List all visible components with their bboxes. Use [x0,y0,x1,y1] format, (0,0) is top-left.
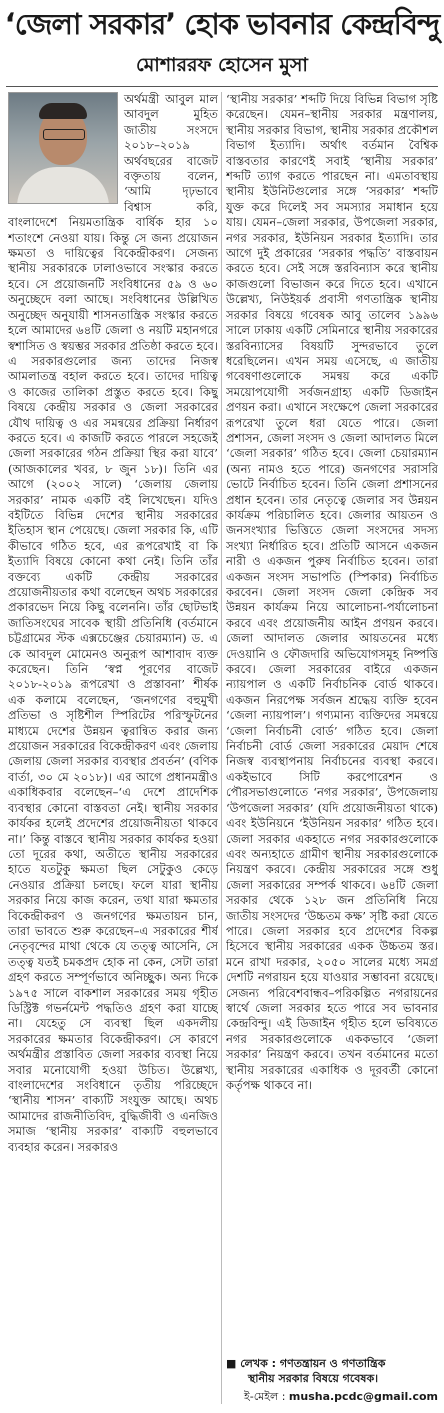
article-column-right [226,92,438,1404]
header-rule [6,86,438,87]
author-note [226,1356,438,1386]
email-line [226,1390,438,1404]
author-photo [8,92,118,204]
article-body-part2: ‘স্থানীয় সরকার’ শব্দটি দিয়ে বিভিন্ন বিভাগ সৃষ্টি করেছেন। যেমন–স্থানীয় সরকার মন্ত্রণালয়, স্থানীয় সরকার বিভাগ, স্থানীয় সরকার প্রকৌশল বিভাগ ইত্যাদি। অর্থাৎ বর্তমান বৈশ্বিক বাস্তবতার কারণেই সবাই ‘স্থানীয় সরকার’ শব্দটি ত্যাগ করতে পারছেন না। এমতাবস্থায় স্থানীয় ইউনিটগুলোর সঙ্গে ‘সরকার’ শব্দটি যুক্ত করে দিলেই সব সমস্যার সমাধান হয়ে যায়। যেমন–জেলা সরকার, উপজেলা সরকার, নগর সরকার, ইউনিয়ন সরকার ইত্যাদি। তার আগে দুই প্রকারের ‘সরকার পদ্ধতি’ বাস্তবায়ন করতে হবে। সেই সঙ্গে স্তরবিন্যাস করে স্থানীয় কাজগুলো বিভাজন করে দিতে হবে। এখানে উল্লেখ্য, নিউইয়র্ক প্রবাসী গণতান্ত্রিক স্থানীয় সরকার বিষয়ে গবেষক আবু তালেব ১৯৯৬ সালে ঢাকায় একটি সেমিনারে স্থানীয় সরকারের স্তরবিন্যাসের বিষয়টি সুন্দরভাবে তুলে ধরেছিলেন। এখন সময় এসেছে, এ জাতীয় গবেষণাগুলোকে সমন্বয় করে একটি সময়োপযোগী সর্বজনগ্রাহ্য একটি ডিজাইন প্রণয়ন করা। এখানে সংক্ষেপে জেলা সরকারের রূপরেখা তুলে ধরা যেতে পারে। জেলা প্রশাসন, জেলা সংসদ ও জেলা আদালত মিলে ‘জেলা সরকার’ গঠিত হবে। জেলা চেয়ারম্যান (অন্য নামও হতে পারে) জনগণের সরাসরি ভোটে নির্বাচিত হবেন। তিনি জেলা প্রশাসনের প্রধান হবেন। তার নেতৃত্বে জেলার সব উন্নয়ন কার্যক্রম পরিচালিত হবে। জেলার আয়তন ও জনসংখ্যার ভিত্তিতে জেলা সংসদের সদস্য সংখ্যা নির্ধারিত হবে। প্রতিটি আসনে একজন নারী ও একজন পুরুষ নির্বাচিত হবেন। তারা একজন সংসদ সভাপতি (স্পিকার) নির্বাচিত করবেন। জেলা সংসদ জেলা কেন্দ্রিক সব উন্নয়ন কার্যক্রম নিয়ে আলোচনা-পর্যালোচনা করবে এবং প্রয়োজনীয় আইন প্রণয়ন করবে। জেলা আদালত জেলার আয়তনের মধ্যে দেওয়ানি ও ফৌজদারি অভিযোগসমূহ নিষ্পত্তি করবে। জেলা সরকারের বাইরে একজন ন্যায়পাল ও একটি নির্বাচনিক বোর্ড থাকবে। একজন নিরপেক্ষ সর্বজন শ্রদ্ধেয় ব্যক্তি হবেন ‘জেলা ন্যায়পাল’। গণ্যমান্য ব্যক্তিদের সমন্বয়ে ‘জেলা নির্বাচনী বোর্ড’ গঠিত হবে। জেলা নির্বাচনী বোর্ড জেলা সরকারের মেয়াদ শেষে নিজস্ব ব্যবস্থাপনায় নির্বাচনের ব্যবস্থা করবে। একইভাবে সিটি করপোরেশন ও পৌরসভাগুলোতে ‘নগর সরকার’, উপজেলায় ‘উপজেলা সরকার’ (যদি প্রয়োজনীয়তা থাকে) এবং ইউনিয়নে ‘ইউনিয়ন সরকার’ গঠিত হবে। জেলা সরকার একহাতে নগর সরকারগুলোকে এবং অন্যহাতে গ্রামীণ স্থানীয় সরকারগুলোকে নিয়ন্ত্রণ করবে। কেন্দ্রীয় সরকারের সঙ্গে শুধু জেলা সরকারের সম্পর্ক থাকবে। ৬৪টি জেলা সরকার থেকে ১২৮ জন প্রতিনিধি নিয়ে জাতীয় সংসদের ‘উচ্চতম কক্ষ’ সৃষ্টি করা যেতে পারে। জেলা সরকার হবে প্রদেশের বিকল্প হিসেবে স্থানীয় সরকারের একক উচ্চতম স্তর। মনে রাখা দরকার, ২০৫০ সালের মধ্যে সমগ্র দেশটি নগরায়ন হয়ে যাওয়ার সম্ভাবনা রয়েছে। সেজন্য পরিবেশবান্ধব–পরিকল্পিত নগরায়নের স্বার্থে জেলা সরকার হতে পারে সব ভাবনার কেন্দ্রবিন্দু। এই ডিজাইন গৃহীত হলে ভবিষ্যতে নগর সরকারগুলোকে এককভাবে ‘জেলা সরকার’ নিয়ন্ত্রণ করবে। তখন বর্তমানের মতো স্থানীয় সরকারের একাধিক ও দূরবর্তী কোনো কর্তৃপক্ষ থাকবে না। [226,92,438,1092]
author-byline: মোশাররফ হোসেন মুসা [136,54,308,76]
author-note-line1: ■ লেখক : গণতন্ত্রায়ন ও গণতান্ত্রিক [226,1357,386,1370]
photo-glasses [43,129,85,140]
article-body-part1: অর্থমন্ত্রী আবুল মাল আবদুল মুহিত জাতীয় সংসদে ২০১৮–২০১৯ অর্থবছরের বাজেট বক্তৃতায় বলেন, ‘আমি দৃঢ়ভাবে বিশ্বাস করি, বাংলাদেশে নিয়মতান্ত্রিক বার্ষিক হার ১০ শতাংশে নেওয়া যায়। কিন্তু সে জন্য প্রয়োজন ক্ষমতা ও দায়িত্বের বিকেন্দ্রীকরণ। সেজন্য স্থানীয় সরকারকে ঢালাওভাবে সংস্কার করতে হবে। সে প্রয়োজনটি সংবিধানের ৫৯ ও ৬০ অনুচ্ছেদে বলা আছে। সংবিধানের উল্লিখিত অনুচ্ছেদ অনুযায়ী শাসনতান্ত্রিক সংস্কার করতে হলে আমাদের ৬৪টি জেলা ও নয়টি মহানগরে স্বশাসিত ও স্বয়ম্ভর সরকার প্রতিষ্ঠা করতে হবে। এ সরকারগুলোর জন্য তাদের নিজস্ব আমলাতন্ত্র বহাল করতে হবে। তাদের দায়িত্ব ও কাজের তালিকা প্রস্তুত করতে হবে। কিছু বিষয়ে কেন্দ্রীয় সরকার ও জেলা সরকারের যৌথ দায়িত্ব ও এর সমন্বয়ের প্রক্রিয়া নির্ধারণ করতে হবে। এ কাজটি করতে পারলে সহজেই জেলা সরকারের গঠন প্রক্রিয়া স্থির করা যাবে’ (আজকালের খবর, ৮ জুন ১৮)। তিনি এর আগে (২০০২ সালে) ‘জেলায় জেলায় সরকার’ নামক একটি বই লিখেছেন। যদিও বইটিতে বিভিন্ন দেশের স্থানীয় সরকারের ইতিহাস স্থান পেয়েছে। জেলা সরকার কি, এটি কীভাবে গঠিত হবে, এর রূপরেখাই বা কি ইত্যাদি বিষয়ে কোনো কথা নেই। তিনি তাঁর বক্তব্যে একটি কেন্দ্রীয় সরকারের প্রয়োজনীয়তার কথা বলেছেন অথচ সরকারের প্রকারভেদ নিয়ে কিছু বলেননি। তাঁর ছোটভাই জাতিসংঘের সাবেক স্থায়ী প্রতিনিধি (বর্তমানে চট্টগ্রামের স্টক এক্সচেঞ্জের চেয়ারম্যান) ড. এ কে আবদুল মোমেনও অনুরূপ আশাবাদ ব্যক্ত করেছেন। তিনি ‘স্বপ্ন পূরণের বাজেট ২০১৮-২০১৯ রূপরেখা ও প্রস্তাবনা’ শীর্ষক এক কলামে বলেছেন, ‘জনগণের বহুমুখী প্রতিভা ও সৃষ্টিশীল স্পিরিটের পরিস্ফুটনের মাধ্যমে দেশের উন্নয়ন ত্বরান্বিত করার জন্য প্রয়োজন সরকারের বিকেন্দ্রীকরণ এবং জেলায় জেলায় জেলা সরকার ব্যবস্থার প্রবর্তন’ (বণিক বার্তা, ৩০ মে ২০১৮)। এর আগে প্রধানমন্ত্রীও একাধিকবার বলেছেন–‘এ দেশে প্রাদেশিক ব্যবস্থার কোনো বাস্তবতা নেই। স্থানীয় সরকার কার্যকর হলেই প্রদেশের প্রয়োজনীয়তা থাকবে না।’ কিন্তু বাস্তবে স্থানীয় সরকার কার্যকর হওয়া তো দূরের কথা, অতীতে স্থানীয় সরকারের হাতে যতটুকু ক্ষমতা ছিল সেটুকুও কেড়ে নেওয়ার প্রক্রিয়া চলছে। ফলে যারা স্থানীয় সরকার নিয়ে কাজ করেন, তথা যারা ক্ষমতার বিকেন্দ্রীকরণ ও জনগণের ক্ষমতায়ন চান, তারা ভাবতে শুরু করেছেন–এ সরকারের শীর্ষ নেতৃবৃন্দের মাথা থেকে যে তত্ত্ব আসেনি, সে তত্ত্ব যতই চমকপ্রদ হোক না কেন, সেটা তারা গ্রহণ করতে সম্পূর্ণভাবে অনিচ্ছুক। অন্য দিকে ১৯৭৫ সালে বাকশাল সরকারের সময় গৃহীত ডিস্ট্রিক্ট গভর্নমেন্ট পদ্ধতিও গ্রহণ করা যাচ্ছে না। যেহেতু সে ব্যবস্থা ছিল একদলীয় সরকারের ক্ষমতার বিকেন্দ্রীকরণ। সে কারণে অর্থমন্ত্রীর প্রস্তাবিত জেলা সরকার ব্যবস্থা নিয়ে সবার মনোযোগী হওয়া উচিত। উল্লেখ্য, বাংলাদেশের সংবিধানে তৃতীয় পরিচ্ছেদে ‘স্থানীয় শাসন’ বাক্যটি সংযুক্ত আছে। অথচ আমাদের রাজনীতিবিদ, বুদ্ধিজীবী ও এনজিও সমাজ ‘স্থানীয় সরকার’ বাক্যটি বহুলভাবে ব্যবহার করেন। সরকারও [8,92,218,1154]
photo-shirt [17,167,109,204]
email-label: ই-মেইল : [244,1390,286,1403]
email-address: musha.pcdc@gmail.com [288,1390,438,1403]
photo-hair [39,103,87,119]
article-column-left [8,92,218,1404]
author-note-line2: স্থানীয় সরকার বিষয়ে গবেষক। [248,1372,379,1385]
column-divider [221,92,222,1404]
headline: ‘জেলা সরকার’ হোক ভাবনার কেন্দ্রবিন্দু [4,7,440,41]
